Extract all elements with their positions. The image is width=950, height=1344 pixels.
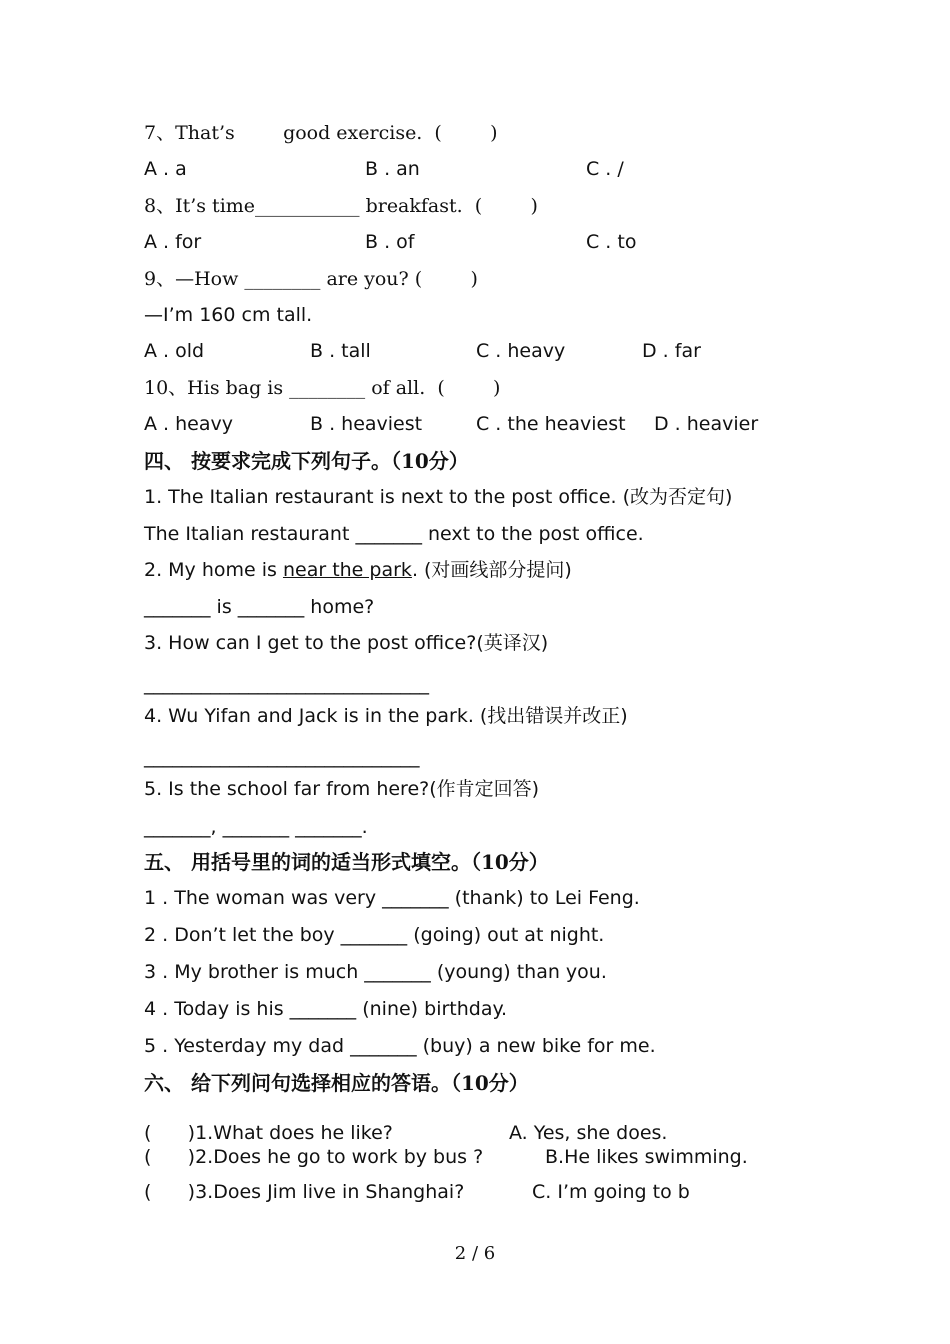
s6-question-2: ( )2.Does he go to work by bus ?: [144, 1146, 484, 1168]
s4-answer-4: _____________________________: [144, 746, 420, 768]
s4-question-3: 3. How can I get to the post office?(英译汉): [144, 632, 549, 654]
s6-option-a: A. Yes, she does.: [509, 1122, 668, 1144]
s6-option-c: C. I’m going to b: [532, 1181, 690, 1203]
s4-question-1: 1. The Italian restaurant is next to the post office. (改为否定句): [144, 486, 733, 508]
s4-q2-before: 2. My home is: [144, 559, 283, 581]
q7-option-b: B . an: [365, 158, 420, 180]
q8-option-c: C . to: [586, 231, 637, 253]
section-5-heading: 五、 用括号里的词的适当形式填空。（10分）: [144, 850, 549, 874]
s4-question-4: 4. Wu Yifan and Jack is in the park. (找出错误并改正): [144, 705, 628, 727]
s4-answer-2: _______ is _______ home?: [144, 596, 375, 618]
q8-option-a: A . for: [144, 231, 202, 253]
q10-option-c: C . the heaviest: [476, 413, 626, 435]
q9-option-c: C . heavy: [476, 340, 566, 362]
question-7: 7、That’s good exercise. ( ): [144, 122, 498, 144]
q7-option-c: C . /: [586, 158, 624, 180]
s5-question-3: 3 . My brother is much _______ (young) than you.: [144, 961, 607, 983]
question-10: 10、His bag is ________ of all. ( ): [144, 377, 501, 399]
s6-option-b: B.He likes swimming.: [545, 1146, 748, 1168]
s5-question-2: 2 . Don’t let the boy _______ (going) out at night.: [144, 924, 605, 946]
q10-option-b: B . heaviest: [310, 413, 423, 435]
s4-q2-after: . (对画线部分提问): [411, 559, 572, 581]
page-number: 2 / 6: [454, 1243, 496, 1264]
s5-question-1: 1 . The woman was very _______ (thank) to Lei Feng.: [144, 887, 640, 909]
q8-option-b: B . of: [365, 231, 415, 253]
s4-question-5: 5. Is the school far from here?(作肯定回答): [144, 778, 540, 800]
q9-option-b: B . tall: [310, 340, 371, 362]
s4-answer-3: ______________________________: [144, 673, 429, 695]
s4-question-2: [144, 558, 572, 582]
section-4-heading: 四、 按要求完成下列句子。（10分）: [144, 449, 469, 473]
s5-question-5: 5 . Yesterday my dad _______ (buy) a new bike for me.: [144, 1035, 656, 1057]
q10-option-d: D . heavier: [654, 413, 759, 435]
q9-option-d: D . far: [642, 340, 701, 362]
q10-option-a: A . heavy: [144, 413, 233, 435]
section-6-heading: 六、 给下列问句选择相应的答语。（10分）: [144, 1071, 529, 1095]
s6-question-1: ( )1.What does he like?: [144, 1122, 393, 1144]
question-8: 8、It’s time___________ breakfast. ( ): [144, 195, 538, 217]
s4-answer-5: _______, _______ _______.: [144, 816, 368, 838]
s6-question-3: ( )3.Does Jim live in Shanghai?: [144, 1181, 465, 1203]
s4-answer-1: The Italian restaurant _______ next to the post office.: [144, 523, 644, 545]
q7-option-a: A . a: [144, 158, 187, 180]
q9-option-a: A . old: [144, 340, 205, 362]
question-9: 9、—How ________ are you? ( ): [144, 268, 478, 290]
s4-q2-underlined: near the park: [282, 559, 412, 581]
q9-answer-line: —I’m 160 cm tall.: [144, 304, 313, 326]
s5-question-4: 4 . Today is his _______ (nine) birthday.: [144, 998, 508, 1020]
